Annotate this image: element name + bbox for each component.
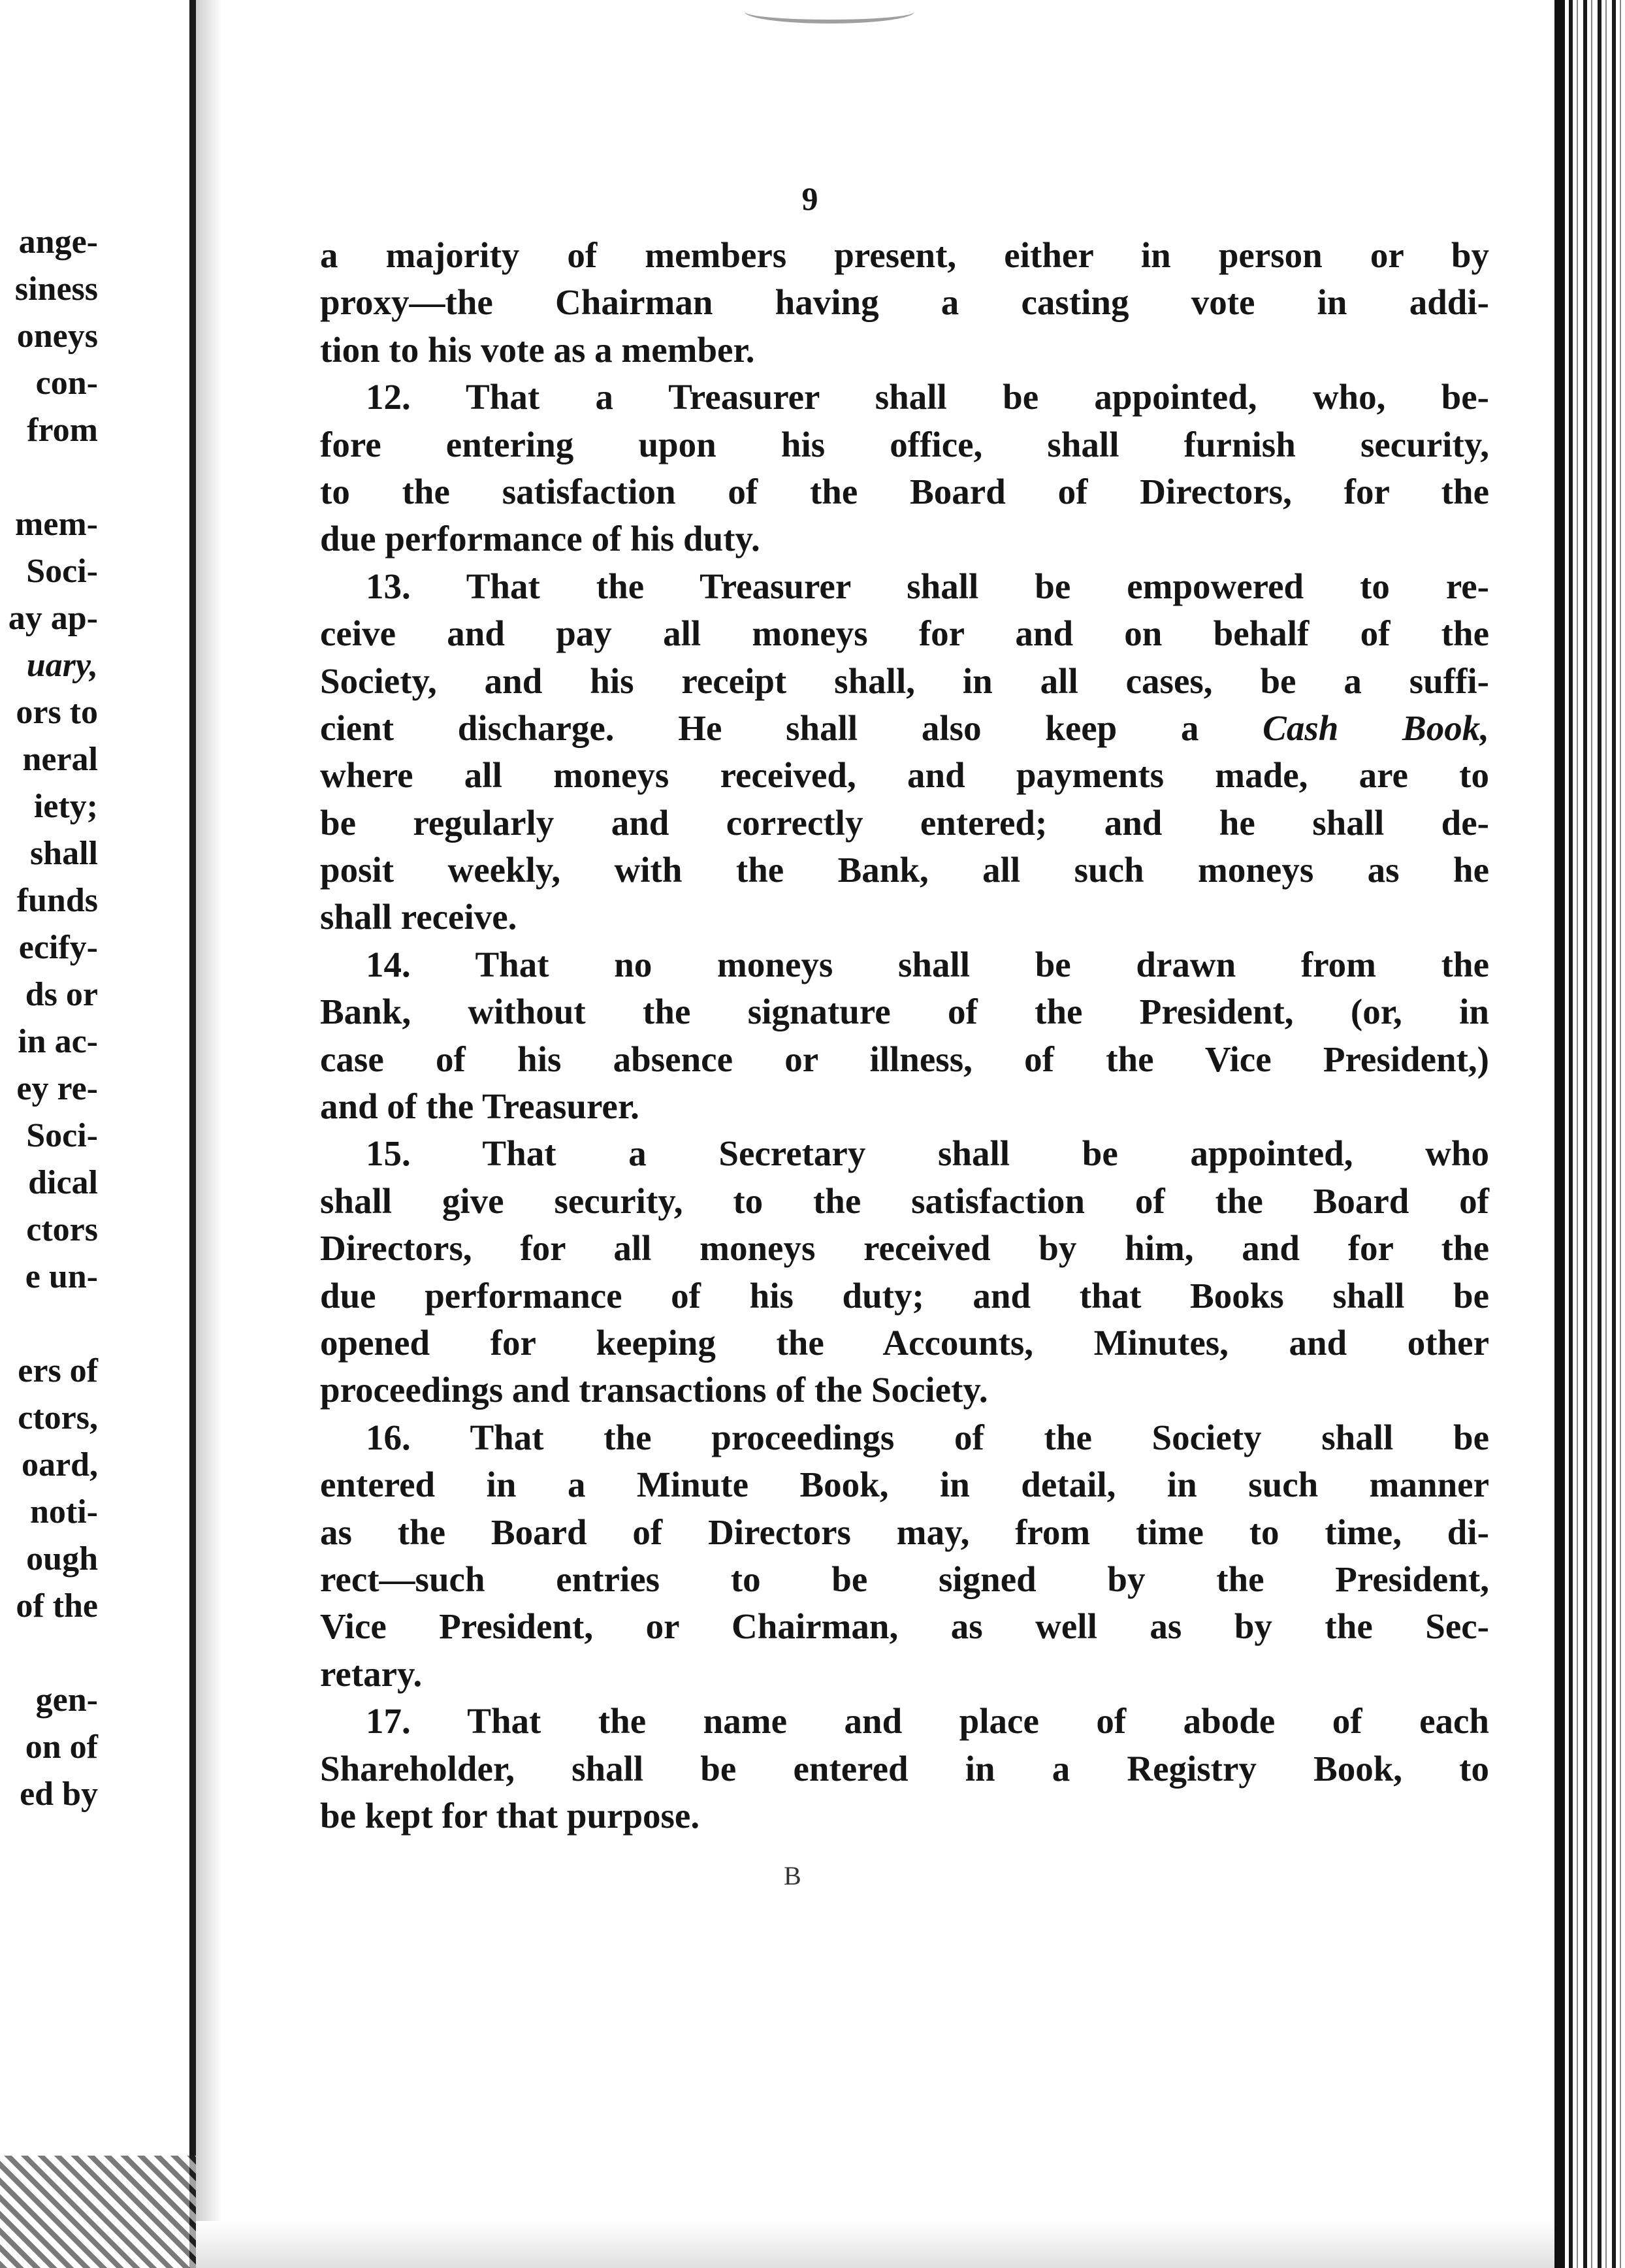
text-line-content: 15. That a Secretary shall be appointed, who	[366, 1133, 1489, 1174]
text-line-content: shall give security, to the satisfaction of the Board of	[320, 1180, 1489, 1221]
text-line	[320, 800, 1489, 847]
text-line-content: 13. That the Treasurer shall be empowered to re-	[366, 566, 1489, 606]
previous-page-line	[0, 454, 98, 501]
previous-page-line: ers of	[18, 1352, 98, 1389]
previous-page-line: ange-	[18, 223, 98, 261]
text-line	[320, 563, 1489, 610]
text-line	[320, 988, 1489, 1035]
previous-page-line	[0, 1301, 98, 1348]
text-line	[320, 1178, 1489, 1225]
text-line-content: opened for keeping the Accounts, Minutes, and other	[320, 1322, 1489, 1363]
previous-page-line	[0, 1630, 98, 1677]
previous-page-line: ey re-	[16, 1070, 98, 1107]
text-line-content: be regularly and correctly entered; and he shall de-	[320, 802, 1489, 843]
text-line-content: Shareholder, shall be entered in a Registry Book, to	[320, 1748, 1489, 1789]
previous-page-line: ecify-	[18, 929, 98, 966]
text-line-content: Society, and his receipt shall, in all cases, be a suffi-	[320, 660, 1489, 701]
previous-page-line: of the	[16, 1587, 98, 1625]
previous-page-line: ed by	[20, 1775, 98, 1813]
previous-page-line: gen-	[35, 1681, 98, 1719]
page-edge-border	[1554, 0, 1565, 2268]
text-line-content: Vice President, or Chairman, as well as by the Sec-	[320, 1606, 1489, 1647]
text-line	[320, 752, 1489, 799]
text-line-content: fore entering upon his office, shall furnish security,	[320, 424, 1489, 464]
previous-page-line: siness	[14, 270, 98, 308]
text-line	[320, 421, 1489, 468]
text-line-content: Directors, for all moneys received by him, and for the	[320, 1228, 1489, 1269]
previous-page-text	[0, 219, 98, 1818]
previous-page-line: Soci-	[26, 1117, 98, 1154]
text-line-content: a majority of members present, either in person or by	[320, 235, 1489, 275]
text-line-content: proceedings and transactions of the Society.	[320, 1370, 988, 1410]
text-line-content: cient discharge. He shall also keep a	[320, 707, 1263, 748]
text-line-content: rect—such entries to be signed by the President,	[320, 1559, 1489, 1599]
previous-page-line: noti-	[30, 1493, 98, 1531]
previous-page-line: in ac-	[18, 1023, 98, 1060]
previous-page-line: ors to	[16, 694, 98, 731]
previous-page-line: con-	[35, 364, 98, 402]
previous-page-line: ds or	[25, 976, 98, 1013]
text-line	[320, 705, 1489, 752]
previous-page-line: uary,	[26, 647, 98, 684]
previous-page-line: neral	[22, 741, 98, 778]
text-line	[320, 1603, 1489, 1650]
text-line-content: and of the Treasurer.	[320, 1086, 639, 1127]
previous-page-line: ctors,	[18, 1399, 98, 1436]
text-line	[320, 658, 1489, 705]
text-line-content: proxy—the Chairman having a casting vote in addi-	[320, 282, 1489, 323]
text-line-content: 14. That no moneys shall be drawn from the	[366, 944, 1489, 984]
text-line	[320, 610, 1489, 657]
previous-page-line: on of	[25, 1728, 98, 1766]
text-line	[320, 1509, 1489, 1556]
text-line	[320, 941, 1489, 988]
gutter-shadow	[196, 0, 222, 2268]
text-line	[320, 1792, 1489, 1839]
previous-page-line: oneys	[16, 317, 98, 355]
text-line	[320, 468, 1489, 515]
signature-mark: B	[784, 1861, 801, 1890]
text-line	[320, 374, 1489, 421]
text-line-content: 17. That the name and place of abode of each	[366, 1701, 1489, 1742]
previous-page-line: iety;	[33, 788, 98, 825]
page-bottom-shadow	[196, 2221, 1554, 2268]
text-line	[320, 1036, 1489, 1083]
text-line	[320, 1225, 1489, 1272]
previous-page-line: ough	[26, 1540, 98, 1578]
previous-page-line: from	[27, 412, 98, 449]
text-line	[320, 1367, 1489, 1414]
text-line	[320, 515, 1489, 562]
scan-noise	[0, 2156, 196, 2268]
text-line-content: to the satisfaction of the Board of Directors, for the	[320, 471, 1489, 511]
text-line	[320, 1651, 1489, 1698]
document-page	[222, 0, 1568, 2268]
previous-page-line: ay ap-	[8, 600, 98, 637]
text-line	[320, 1461, 1489, 1508]
page-number: 9	[801, 180, 818, 217]
text-line-content: posit weekly, with the Bank, all such moneys as he	[320, 850, 1489, 890]
text-line-content: retary.	[320, 1653, 423, 1694]
previous-page-line: Soci-	[26, 553, 98, 590]
previous-page-edge	[0, 0, 196, 2268]
text-line	[320, 894, 1489, 941]
text-line	[320, 1745, 1489, 1792]
previous-page-line: funds	[16, 882, 98, 919]
text-line	[320, 1698, 1489, 1745]
previous-page-line: shall	[29, 835, 98, 872]
text-line-content: due performance of his duty; and that Books shall be	[320, 1275, 1489, 1316]
previous-page-line: ctors	[26, 1211, 98, 1248]
page-stack-edge	[1554, 0, 1625, 2268]
text-line-content: Bank, without the signature of the President, (or, in	[320, 992, 1489, 1032]
text-line-content: as the Board of Directors may, from time to time, di-	[320, 1512, 1489, 1552]
text-line-content: tion to his vote as a member.	[320, 329, 755, 370]
previous-page-line: dical	[28, 1164, 98, 1201]
previous-page-line: oard,	[22, 1446, 98, 1483]
text-line	[320, 1414, 1489, 1461]
page-gutter	[189, 0, 196, 2268]
text-line	[320, 1320, 1489, 1367]
text-line-content: shall receive.	[320, 897, 517, 937]
text-line	[320, 1083, 1489, 1130]
previous-page-line: mem-	[14, 506, 98, 543]
text-line	[320, 232, 1489, 279]
text-line	[320, 1130, 1489, 1177]
text-line	[320, 847, 1489, 894]
page-body	[320, 232, 1489, 1839]
italic-text: Cash Book,	[1263, 707, 1489, 748]
text-line-content: case of his absence or illness, of the Vice President,)	[320, 1039, 1489, 1079]
text-line-content: 12. That a Treasurer shall be appointed, who, be-	[366, 377, 1489, 417]
text-line	[320, 279, 1489, 326]
text-line-content: 16. That the proceedings of the Society shall be	[366, 1417, 1489, 1457]
text-line-content: due performance of his duty.	[320, 519, 760, 559]
previous-page-line: e un-	[25, 1258, 98, 1295]
text-line-content: entered in a Minute Book, in detail, in such manner	[320, 1465, 1489, 1505]
text-line	[320, 327, 1489, 374]
text-line	[320, 1272, 1489, 1320]
text-line-content: where all moneys received, and payments made, are to	[320, 755, 1489, 796]
text-line	[320, 1556, 1489, 1603]
text-line-content: be kept for that purpose.	[320, 1795, 700, 1836]
text-line-content: ceive and pay all moneys for and on behalf of the	[320, 613, 1489, 654]
